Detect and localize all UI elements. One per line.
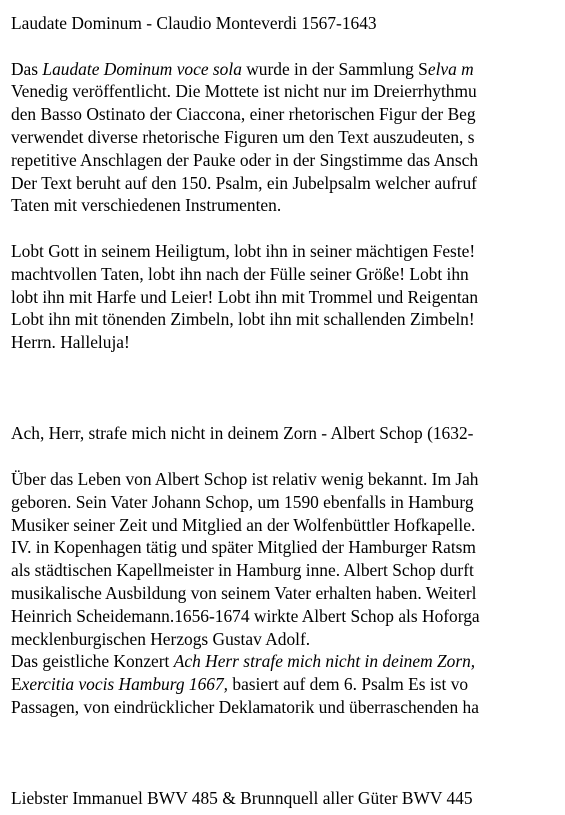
paragraph-schop-concert bbox=[11, 650, 565, 718]
text-line: Heinrich Scheidemann.1656-1674 wirkte Albert Schop als Hoforga bbox=[11, 605, 480, 626]
text-line: Musiker seiner Zeit und Mitglied an der Wolfenbüttler Hofkapelle. bbox=[11, 514, 476, 535]
text-line: Passagen, von eindrücklicher Deklamatorik und überraschenden ha bbox=[11, 696, 479, 717]
text-line: musikalische Ausbildung von seinem Vater erhalten haben. Weiterl bbox=[11, 582, 477, 603]
paragraph-schop-bio bbox=[11, 468, 565, 650]
text-line: verwendet diverse rhetorische Figuren um den Text auszudeuten, s bbox=[11, 126, 475, 147]
text-line: Exercitia vocis Hamburg 1667, basiert auf dem 6. Psalm Es ist vo bbox=[11, 674, 469, 695]
section-title-schop: Ach, Herr, strafe mich nicht in deinem Zorn - Albert Schop (1632- bbox=[11, 423, 474, 444]
paragraph-psalm-text bbox=[11, 240, 565, 354]
text-line: Das geistliche Konzert Ach Herr strafe mich nicht in deinem Zorn, bbox=[11, 651, 476, 672]
text-line: Das Laudate Dominum voce sola wurde in der Sammlung Selva m bbox=[11, 58, 474, 79]
text-line: Taten mit verschiedenen Instrumenten. bbox=[11, 195, 282, 216]
text-line: IV. in Kopenhagen tätig und später Mitglied der Hamburger Ratsm bbox=[11, 537, 476, 558]
section-title-bach: Liebster Immanuel BWV 485 & Brunnquell aller Güter BWV 445 bbox=[11, 788, 473, 809]
text-line: den Basso Ostinato der Ciaccona, einer rhetorischen Figur der Beg bbox=[11, 104, 476, 125]
text-line: machtvollen Taten, lobt ihn nach der Fülle seiner Größe! Lobt ihn bbox=[11, 263, 469, 284]
text-line: Der Text beruht auf den 150. Psalm, ein Jubelpsalm welcher aufruf bbox=[11, 172, 477, 193]
text-line: repetitive Anschlagen der Pauke oder in der Singstimme das Ansch bbox=[11, 149, 479, 170]
text-line: Lobt ihn mit tönenden Zimbeln, lobt ihn mit schallenden Zimbeln! bbox=[11, 309, 475, 330]
document-page bbox=[11, 12, 565, 810]
text-line: geboren. Sein Vater Johann Schop, um 1590 ebenfalls in Hamburg bbox=[11, 491, 474, 512]
section-title-laudate: Laudate Dominum - Claudio Monteverdi 1567-1643 bbox=[11, 13, 377, 33]
text-line: Lobt Gott in seinem Heiligtum, lobt ihn in seiner mächtigen Feste! bbox=[11, 240, 476, 261]
paragraph-laudate-intro bbox=[11, 58, 565, 218]
text-line: mecklenburgischen Herzogs Gustav Adolf. bbox=[11, 628, 311, 649]
text-line: Venedig veröffentlicht. Die Mottete ist nicht nur im Dreierrhythmu bbox=[11, 81, 477, 102]
text-line: als städtischen Kapellmeister in Hamburg inne. Albert Schop durft bbox=[11, 560, 474, 581]
text-line: lobt ihn mit Harfe und Leier! Lobt ihn mit Trommel und Reigentan bbox=[11, 286, 479, 307]
text-line: Über das Leben von Albert Schop ist relativ wenig bekannt. Im Jah bbox=[11, 468, 479, 489]
text-line: Herrn. Halleluja! bbox=[11, 332, 130, 353]
